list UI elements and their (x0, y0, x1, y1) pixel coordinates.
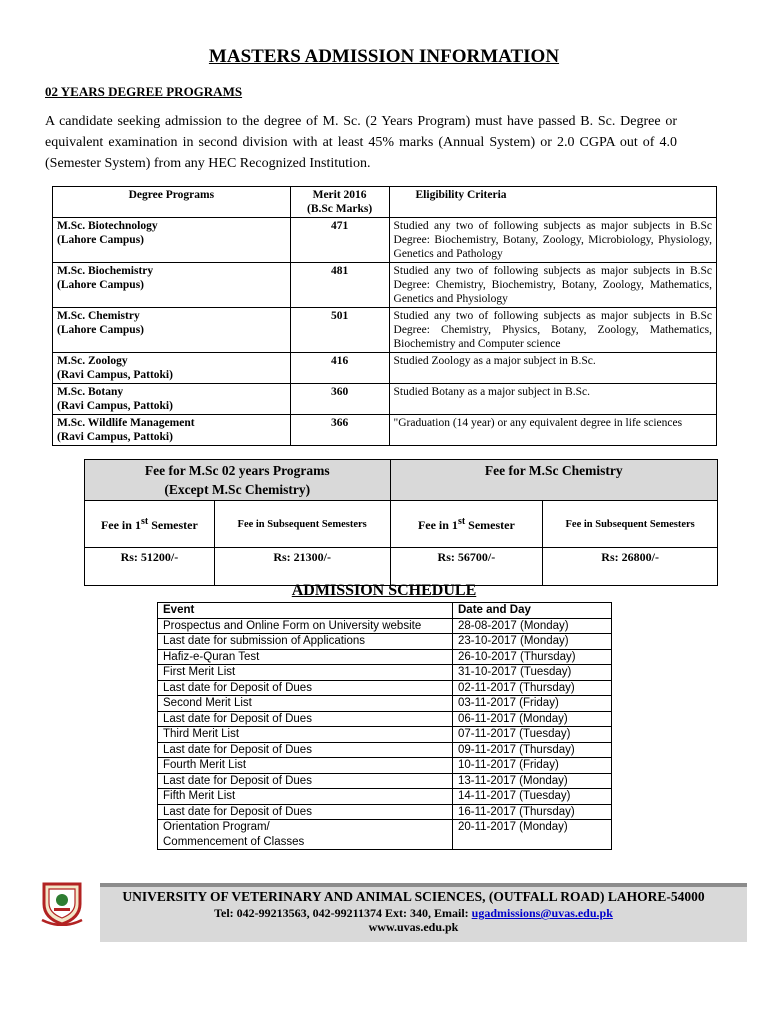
ordinal-suffix: st (457, 515, 466, 527)
table-row (158, 711, 612, 727)
event-line1: Orientation Program/ (163, 821, 270, 833)
footer-university-name: UNIVERSITY OF VETERINARY AND ANIMAL SCIENCES, (OUTFALL ROAD) LAHORE-54000 (122, 889, 705, 904)
date-cell: 14-11-2017 (Tuesday) (453, 789, 612, 805)
event-cell: Hafiz-e-Quran Test (158, 649, 453, 665)
footer-email-link[interactable]: ugadmissions@uvas.edu.pk (471, 906, 613, 920)
fee-subsequent-header: Fee in Subsequent Semesters (543, 501, 718, 548)
merit-value: 416 (290, 353, 389, 384)
event-cell: Last date for Deposit of Dues (158, 680, 453, 696)
program-cell (53, 263, 291, 308)
event-cell: Fourth Merit List (158, 758, 453, 774)
date-cell: 09-11-2017 (Thursday) (453, 742, 612, 758)
date-cell: 31-10-2017 (Tuesday) (453, 665, 612, 681)
program-cell (53, 384, 291, 415)
program-name: M.Sc. Biotechnology (57, 220, 158, 232)
fee-first-semester-label: Fee in 1 (100, 517, 141, 532)
program-campus: (Lahore Campus) (57, 324, 145, 336)
table-row (158, 634, 612, 650)
programs-table (52, 186, 717, 446)
schedule-table (157, 602, 612, 850)
section-heading: 02 YEARS DEGREE PROGRAMS (45, 84, 243, 99)
date-cell: 02-11-2017 (Thursday) (453, 680, 612, 696)
program-cell (53, 218, 291, 263)
fee-group-general (85, 460, 391, 501)
date-cell: 07-11-2017 (Tuesday) (453, 727, 612, 743)
criteria-text: Studied Zoology as a major subject in B.Sc. (389, 353, 716, 384)
program-name: M.Sc. Biochemistry (57, 265, 154, 277)
table-row (53, 415, 717, 446)
table-row (158, 665, 612, 681)
fee-value: Rs: 21300/- (214, 548, 390, 586)
date-cell: 23-10-2017 (Monday) (453, 634, 612, 650)
date-cell: 13-11-2017 (Monday) (453, 773, 612, 789)
table-row (158, 742, 612, 758)
program-campus: (Ravi Campus, Pattoki) (57, 369, 173, 381)
merit-value: 501 (290, 308, 389, 353)
program-name: M.Sc. Chemistry (57, 310, 140, 322)
date-cell: 28-08-2017 (Monday) (453, 618, 612, 634)
schedule-header-row (158, 603, 612, 619)
program-name: M.Sc. Zoology (57, 355, 128, 367)
fee-value: Rs: 56700/- (390, 548, 543, 586)
table-row (158, 696, 612, 712)
col-date: Date and Day (453, 603, 612, 619)
table-row (158, 804, 612, 820)
fee-first-semester-label: Fee in 1 (417, 517, 458, 532)
criteria-text: Studied any two of following subjects as major subjects in B.Sc Degree: Chemistry, Physics, Botany, Zoology, Mathematics, Biochemistry and Computer science (389, 308, 716, 353)
table-row (158, 727, 612, 743)
program-campus: (Ravi Campus, Pattoki) (57, 431, 173, 443)
table-row (158, 820, 612, 850)
event-cell: Last date for Deposit of Dues (158, 804, 453, 820)
merit-value: 471 (290, 218, 389, 263)
criteria-text: Studied any two of following subjects as major subjects in B.Sc Degree: Biochemistry, Botany, Zoology, Microbiology, Physiology, Genetics and Pathology (389, 218, 716, 263)
fee-subheader-row (85, 501, 718, 548)
fee-first-semester-word: Semester (465, 517, 515, 532)
fee-table (84, 459, 718, 586)
program-campus: (Lahore Campus) (57, 234, 145, 246)
fee-first-semester-word: Semester (148, 517, 198, 532)
table-row (158, 773, 612, 789)
criteria-text: Studied any two of following subjects as major subjects in B.Sc Degree: Chemistry, Biochemistry, Botany, Zoology, Mathematics, Genetics and Physiology (389, 263, 716, 308)
fee-subsequent-header: Fee in Subsequent Semesters (214, 501, 390, 548)
program-name: M.Sc. Botany (57, 386, 124, 398)
fee-value: Rs: 26800/- (543, 548, 718, 586)
criteria-text: Studied Botany as a major subject in B.Sc. (389, 384, 716, 415)
programs-table-header (53, 187, 717, 218)
date-cell: 06-11-2017 (Monday) (453, 711, 612, 727)
table-row (53, 308, 717, 353)
col-event: Event (158, 603, 453, 619)
university-crest-logo (40, 880, 84, 926)
program-cell (53, 353, 291, 384)
fee-group-header-row (85, 460, 718, 501)
fee-values-row (85, 548, 718, 586)
event-cell: Fifth Merit List (158, 789, 453, 805)
program-cell (53, 415, 291, 446)
table-row (53, 263, 717, 308)
table-row (158, 649, 612, 665)
table-row (158, 758, 612, 774)
merit-value: 360 (290, 384, 389, 415)
program-cell (53, 308, 291, 353)
intro-paragraph: A candidate seeking admission to the degree of M. Sc. (2 Years Program) must have passed B. Sc. Degree or equivalent examination in second division with at least 45% marks (Annual System) or 2.0 CGPA out of 4.0 (Semester System) from any HEC Recognized Institution. (45, 114, 677, 171)
program-campus: (Lahore Campus) (57, 279, 145, 291)
table-row (53, 353, 717, 384)
footer-phone: Tel: 042-99213563, 042-99211374 Ext: 340, Email: (214, 906, 472, 920)
date-cell: 26-10-2017 (Thursday) (453, 649, 612, 665)
fee-group-general-line2: (Except M.Sc Chemistry) (164, 482, 311, 497)
program-name: M.Sc. Wildlife Management (57, 417, 195, 429)
merit-value: 366 (290, 415, 389, 446)
table-row (158, 789, 612, 805)
event-cell (158, 820, 453, 850)
table-row (158, 680, 612, 696)
col-eligibility: Eligibility Criteria (389, 187, 716, 218)
fee-first-semester-header (85, 501, 215, 548)
schedule-title: ADMISSION SCHEDULE (291, 582, 477, 599)
table-row (53, 218, 717, 263)
ordinal-suffix: st (140, 515, 149, 527)
event-cell: Last date for Deposit of Dues (158, 773, 453, 789)
event-cell: Second Merit List (158, 696, 453, 712)
criteria-text: "Graduation (14 year) or any equivalent degree in life sciences (389, 415, 716, 446)
footer-contact (100, 906, 727, 921)
footer-website[interactable]: www.uvas.edu.pk (368, 920, 459, 934)
fee-group-general-line1: Fee for M.Sc 02 years Programs (144, 463, 330, 478)
table-row (53, 384, 717, 415)
col-degree-programs: Degree Programs (53, 187, 291, 218)
event-cell: Last date for submission of Applications (158, 634, 453, 650)
event-cell: Last date for Deposit of Dues (158, 711, 453, 727)
event-cell: First Merit List (158, 665, 453, 681)
fee-value: Rs: 51200/- (85, 548, 215, 586)
page-title: MASTERS ADMISSION INFORMATION (208, 46, 560, 67)
merit-header-line2: (B.Sc Marks) (306, 203, 373, 215)
program-campus: (Ravi Campus, Pattoki) (57, 400, 173, 412)
date-cell: 16-11-2017 (Thursday) (453, 804, 612, 820)
table-row (158, 618, 612, 634)
merit-value: 481 (290, 263, 389, 308)
col-merit (290, 187, 389, 218)
date-cell: 03-11-2017 (Friday) (453, 696, 612, 712)
fee-first-semester-header (390, 501, 543, 548)
event-cell: Last date for Deposit of Dues (158, 742, 453, 758)
date-cell: 10-11-2017 (Friday) (453, 758, 612, 774)
event-line2: Commencement of Classes (163, 835, 305, 848)
event-cell: Prospectus and Online Form on University website (158, 618, 453, 634)
event-cell: Third Merit List (158, 727, 453, 743)
date-cell: 20-11-2017 (Monday) (453, 820, 612, 850)
merit-header-line1: Merit 2016 (312, 189, 367, 201)
fee-group-chemistry: Fee for M.Sc Chemistry (390, 460, 718, 501)
